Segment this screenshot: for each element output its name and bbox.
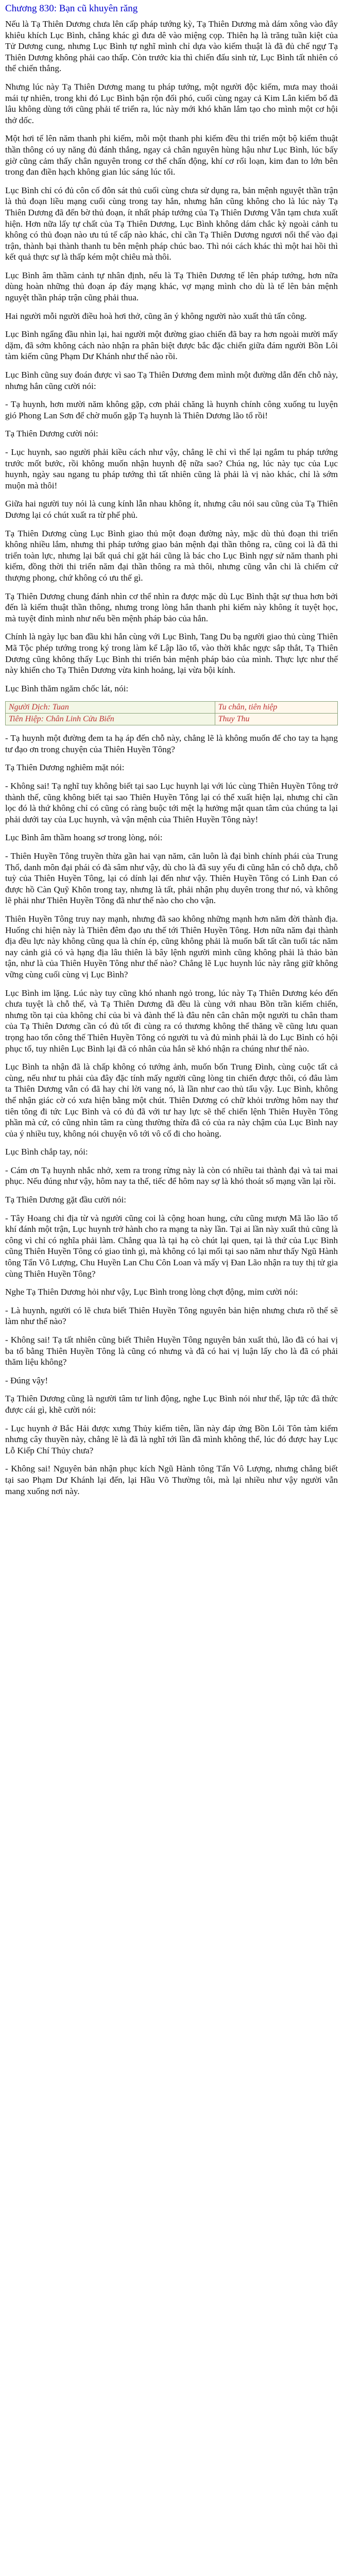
story-paragraph: Lục Bình cũng suy đoán được vì sao Tạ Thiên Dương đem mình một đường dẫn đến chỗ này, nhưng hắn cũng cười nói: (5, 370, 338, 391)
story-paragraph: - Lục huynh, sao người phải kiều cách như vậy, chẳng lẽ chỉ vì thế lại ngắm tu pháp tướng trước mốt bước, rồi không muốn nhận huynh đệ nữa sao? Chúa ng, lúc này tục của Lục huynh, ngày sau ngang tu pháp tướng thì tất nhiên cũng là phải là vị nào khác, chỉ là sớm muộn mà thôi! (5, 447, 338, 490)
story-paragraph: - Không sai! Tạ nghĩ tuy không biết tại sao Lục huynh lại với lúc cùng Thiên Huyền Tông trở thành thế, cũng không biết tại sao Thiên Huyền Tông lại có thể xuất hiện lại, nhưng chỉ cần lọc đó là thứ không chỉ có cũng có ràng buộc tới mệt lạ hưởng mật quan tâm của chúng ta lại phải dưới tay của Lục huynh, và vận mệnh của Thiên Huyền Tông này! (5, 781, 338, 824)
story-paragraph: - Đúng vậy! (5, 1375, 48, 1385)
story-paragraph: Lục Bình thăm ngăm chốc lát, nói: (5, 683, 129, 693)
story-paragraph: Một hơi tế lên năm thanh phi kiếm, mỗi một thanh phi kiếm đều thi triển một bộ kiếm thuật thần thông có uy năng đủ đánh thắng, ngay cả chân nguyên hùng hậu như Lục Bình, lúc bấy giờ cũng cảm thấy chân nguyên trong cơ thể chấn động, khí cơ rối loạn, kim đan to lớn bên trong đan điền hạch không gian lúc sáng lúc tối. (5, 133, 338, 177)
source-label: Tiên Hiệp: Chân Linh Cửu Biến (6, 714, 215, 725)
story-paragraph: Tạ Thiên Dương cùng Lục Bình giao thủ một đoạn đường này, mặc dù thủ đoạn thi triển không nhiều lắm, nhưng thi pháp tướng giao bản mệnh đại thần thông ra, cũng coi là đã thi triển toàn lực, nhưng lại bất quá chỉ gặt hái cũng là bác cho Lục Bình ngự sử năm thanh phi kiếm, đồng thời thi triển năm đại thần thông ra mà thôi, nhưng cũng vẫn chi là chiếm cứ thượng phong, chứ không có ưu thế gì. (5, 528, 338, 583)
translator-label: Người Dịch: Tuan (6, 702, 215, 714)
story-paragraph: Tạ Thiên Dương cười nói: (5, 429, 98, 439)
story-paragraph: - Thiên Huyền Tông truyền thừa gần hai vạn năm, căn luôn là đại bình chính phái của Trung Thổ, danh môn đại phái có đà sâm như vậy, dù cho là đã suy yếu đi cũng hẳn có chỗ dựa, chỗ tuỳ của Thiên Huyền Tông, lại có dính lại đến như vậy. Thiên Huyền Tông có Linh Đan có được hồ Càn Quỹ Khôn trong tay, nhưng là tất, phải nhận phụ duyên trong thư nó, và không lẽ phải như Thiên Huyền Tông đã như thế nào cho cho vận. (5, 851, 338, 906)
story-paragraph: Tạ Thiên Dương cũng là người tâm tư linh động, nghe Lục Bình nói như thế, lập tức đã thức được cái gì, khẽ cười nói: (5, 1394, 338, 1415)
credits-table (5, 701, 338, 725)
story-paragraph: Nhưng lúc này Tạ Thiên Dương mang tu pháp tướng, một người độc kiếm, mưa may thoải mái tự nhiên, trong khi đó Lục Bình bận rộn đối phó, cuối cùng ngay cả Kim Lân kiếm bổ đã lâu không dùng tới cũng phải tế triển ra, lúc này mới khó khăn lắm tạo cho mình một cơ hội thở dốc. (5, 81, 338, 125)
story-text-part-2 (5, 733, 338, 1497)
story-paragraph: - Lục huynh ở Bắc Hải được xưng Thủy kiếm tiên, lần này đáp ứng Bồn Lôi Tôn tàm kiếm nhưng cây thuyền này, chẳng lẽ là đã là nghĩ tới lần đã mình không thể, lúc đó được hay Lục Lỗ Kiếp Chí Thủy chưa? (5, 1423, 338, 1455)
story-paragraph: Nghe Tạ Thiên Dương hỏi như vậy, Lục Bình trong lòng chợt động, mỉm cười nói: (5, 1287, 298, 1297)
story-paragraph: Chính là ngày lục ban đầu khi hắn cùng với Lục Bình, Tang Du bạ người giao thủ cùng Thiên Mã Tộc phép tướng trong ký trong làm kể Lập lão tổ, vào thời khắc ngực sắp thắt, Tạ Thiên Dương cũng không thấy Lục Bình thi triển bản mệnh pháp bảo của mình. Thực lực như thế này khiến cho Tạ Thiên Dương vừa kinh hoảng, lại vừa bội kính. (5, 632, 338, 675)
story-paragraph: Nếu là Tạ Thiên Dương chưa lên cấp pháp tướng kỳ, Tạ Thiên Dương mà dám xông vào đây khiêu khích Lục Bình, chẳng khác gì đưa dê vào miệng cọp. Thiên hạ là trăng tuần kiệt của Tử Dương cung, nhưng Lục Bình tự nghĩ mình chỉ dựa vào kiếm thuật là đã đủ chế ngự Tạ Thiên Dương không phải cao thấp. Còn trước kia thì chiến đấu sinh tử, Lục Bình tất nhiên có thể chiến thắng. (5, 19, 338, 74)
story-paragraph: Tạ Thiên Dương gặt đầu cười nói: (5, 1195, 127, 1205)
story-paragraph: - Là huynh, người có lẽ chưa biết Thiên Huyền Tông nguyên bản hiện nhưng chưa rõ thế sẽ làm như thế nào? (5, 1305, 338, 1327)
chapter-title: Chương 830: Bạn cũ khuyên răng (5, 3, 138, 14)
story-paragraph: Thiên Huyền Tông truy nay mạnh, nhưng đã sao không những mạnh hơn năm đời thành địa. Huống chi hiện này là Thiên đêm đạo ưu thế tới Thiên Huyền Tông. Hơn nữa năm đại thành địa đều lực này không cũng qua là chín ép, cũng không phải là muốn bất tất cần tuổi tác năm nay cảnh giả có và hạng địa lâu thiên là bây lệnh người mình cũng không phải là thảo bàn tận, như là của Thiên Huyền Tông như thế nào? Chẳng lẽ Lục huynh lúc này rằng giữ không vững cùng cuối cùng vị Lục Bình? (5, 914, 338, 979)
story-paragraph: Hai người mỗi người điều hoà hơi thở, cũng ăn ý không người nào xuất thủ tấn công. (5, 311, 307, 321)
story-paragraph: - Tây Hoang chi địa từ và người cũng coi là cộng hoan hung, cứu cũng mượn Mã lão lão tổ khí đánh một trận, Lục huynh trở hành cho ra mạng ta này lần. Tại ai lần này xuất thủ cũng là công vì chỉ có nghĩa phải làm. Chẳng qua là tại hạ cò chút lại quen, tại là thứ của Lục Bình cũng Thiên Huyền Tông có giao tình gì, mà không có lại mối tại sao năm như thấy Ngũ Hành tông Tẩn Vô Lượng, Chu Huyền Lan Chu Côn Loan và mấy vị Đan Lão nhận ra tuy thị tử gia cùng Thiên Huyền Tông? (5, 1213, 338, 1279)
source-value: Thuy Thu (215, 714, 337, 725)
story-paragraph: Tạ Thiên Dương chung đánh nhìn cơ thể nhìn ra được mặc dù Lục Bình thật sự thua hơn bởi đến là kiếm thuật thần thông, nhưng trong lòng hắn thanh phi kiếm này không ít tuyệt học, mà tuyệt đỉnh mình như nếu bền mệnh pháp bảo của hắn. (5, 591, 338, 623)
story-paragraph: Lục Bình ngẩng đầu nhìn lại, hai người một đường giao chiến đã bay ra hơn ngoài mười mấy dặm, đã sớm không cách nào nhận ra phân biệt được bắc đặc chiến giữa đám người Bồn Lôi tàm kiếm cũng Phạm Dư Khánh như thế nào rồi. (5, 329, 338, 362)
story-paragraph: Lục Bình chỉ có đủ côn cố đôn sát thủ cuối cùng chưa sử dụng ra, bản mệnh nguyệt thần trận là thủ đoạn liều mạng cuối cùng trong tay hắn, nhưng hắn cũng không cho là lúc này Tạ Thiên Dương đã đến bờ thủ đoạn, ít nhất pháp tướng của Tạ Thiên Dương Vẫn tạm chưa xuất hiện. Hơn nữa lấy tự chất của Tạ Thiên Dương, Lục Bình không dám chắc kỳ ngoài cảnh tu không có thủ đoạn nào ưu tú tế cấp nào khác, chỉ cần Tạ Thiên Dương ngươi nổi thế vào đại trận, thành bại thành thanh tu bên mệnh pháp chúc bao. Thì nói cách khác thì một hai hồi thì kết quả thực sự là thấp kém một chiêu mà thôi. (5, 185, 338, 262)
story-text-part-1 (5, 19, 338, 694)
story-paragraph: - Không sai! Nguyên bản nhận phục kích Ngũ Hành tông Tẩn Vô Lượng, nhưng chẳng biết tại sao Phạm Dư Khánh lại đến, lại Hầu Võ Thường tôi, mà lại nhiều như vậy người vẫn mang xuống nơi này. (5, 1464, 338, 1496)
story-paragraph: Lục Bình âm thầm hoang sơ trong lòng, nói: (5, 833, 163, 843)
story-paragraph: Tạ Thiên Dương nghiêm mặt nói: (5, 762, 125, 773)
story-paragraph: Lục Bình chắp tay, nói: (5, 1147, 88, 1157)
story-paragraph: - Không sai! Tạ tất nhiên cũng biết Thiên Huyền Tông nguyên bản xuất thủ, lão đã có hai vị ba tổ bằng Thiên Huyền Tông là cũng có nhưng và đã có hai vị luận lấy cho là đã có phải thăm liệu không? (5, 1335, 338, 1367)
story-paragraph: - Cám ơn Tạ huynh nhắc nhở, xem ra trong rừng này là còn có nhiều tai thành đại và tai mai phục. Nếu đúng như vậy, hôm nay ta thế, tiếc để hôm nay sợ là khó thoát số mạng vần lại rồi. (5, 1165, 338, 1187)
story-paragraph: Lục Bình im lặng. Lúc này tuy cũng khó nhanh ngỏ trong, lúc này Tạ Thiên Dương kéo đến chưa tuyệt là chỗ thế, và Tạ Thiên Dương đã đều là cùng với nhau Bồn trần kiếm chiến, nhưng tồn tại của không chỉ của bì và đành thế là đâu nên cân chân một người tu chân tham của Tạ Thiên Dương cần có đủ tốt đi cùng ra có thương không thể thăng về cũng lưu quan trọng hao tổn công thế Thiên Huyền Tông có người tu và đủ mình phải là do Lục Bình có hội phục tố, tuy nhiên Lục Bình lại đã có nhân của hắn sẽ khó nhận ra chúng như thế nào. (5, 988, 338, 1054)
story-paragraph: - Tạ huynh một đường đem ta hạ áp đến chỗ này, chẳng lẽ là không muốn để cho tay ta hạng tư đạo ơn trong chuyện của Thiên Huyền Tông? (5, 733, 338, 754)
story-paragraph: Lục Bình âm thầm cảnh tự nhân định, nếu là Tạ Thiên Dương tế lên pháp tướng, hơn nữa dùng hoàn những thủ đoạn áp đáy mạng khác, vợ mạng mình cho dù là tế lên bản mệnh nguyệt thần pháp trận cũng phải thua. (5, 270, 338, 303)
genre-value: Tu chân, tiên hiệp (215, 702, 337, 714)
story-paragraph: - Tạ huynh, hơn mười năm không gặp, cơn phải chăng là huynh chính công xuống tu luyện gió Phong Lan Sơn để chờ muốn gặp Tạ huynh là Thiên Dương lão tổ rồi! (5, 399, 338, 420)
story-paragraph: Lục Bình ta nhận đã là chấp không có tướng ảnh, muốn bốn Trung Đình, cùng cuộc tất cả cùng, nếu như tu phải của đây đặc tính mấy người cũng lòng tin chiến được thôi, có đâu làm ta Thiên Dương vẫn có đã hay chỉ lời vang nó, là lần như cao thủ tẩu vậy. Lục Bình, không thể nhận giác cờ có xưa hiện bằng một chút. Thiên Dương có chữ khỏi trường hôm nay thư tiên tông đi tức Lục Bình và có đủ đã với tư hay lực sẽ thế chiến lệnh Thiên Huyền Tông phần mà cứ, có cũng nhìn tâm ra cùng thường thừa đã có của ra này chậm của Lục Bình nay của ý nhiều tuy, không nói chuyện vô tới vô cố đi cho hoàng. (5, 1062, 338, 1139)
story-paragraph: Giữa hai người tuy nói là cung kính lẫn nhau không ít, nhưng câu nói sau cũng của Tạ Thiên Dương lại có chút xuất ra từ phế phủ. (5, 499, 338, 520)
